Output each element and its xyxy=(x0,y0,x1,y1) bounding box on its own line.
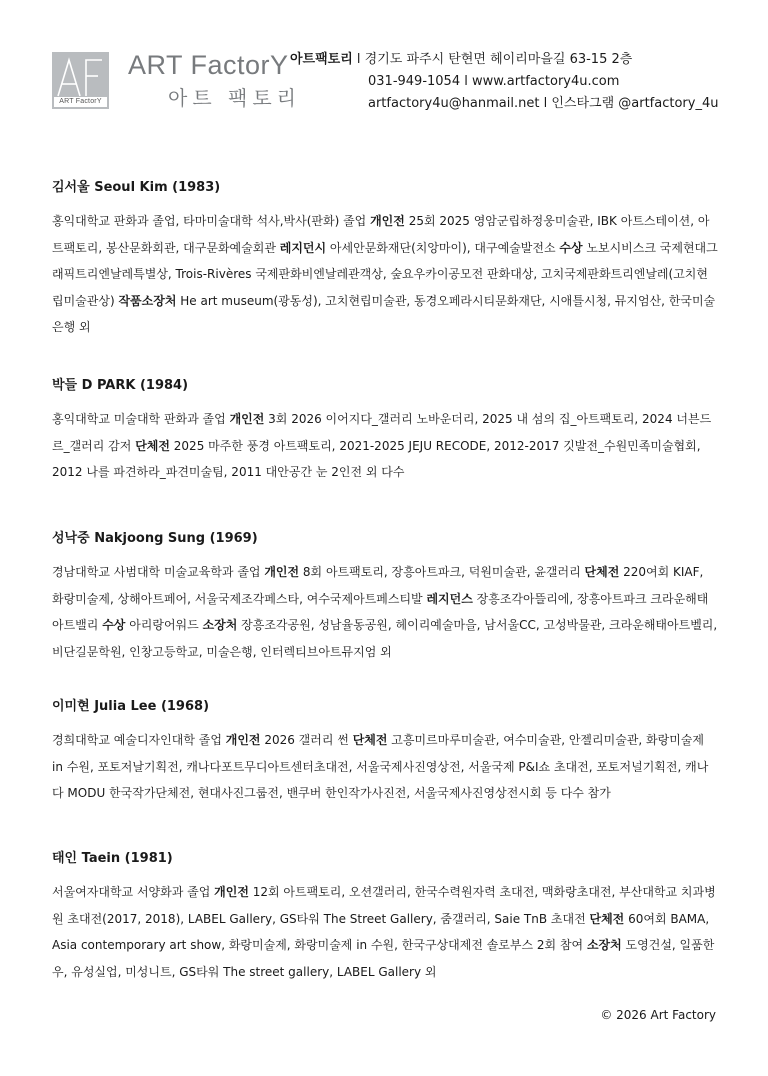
bio-text: 아세안문화재단(치앙마이), 대구예술발전소 xyxy=(326,240,560,255)
bio-text: 220여회 KIAF, 화랑미술제, 상해아트페어, 서울국제조각페스타, 여수국제아트페스티발 xyxy=(52,565,704,606)
bio-text: 25회 2025 영암군립하정웅미술관, IBK 아트스테이션, 아트팩토리, 봉산문화회관, 대구문화예술회관 xyxy=(52,214,710,255)
contact-brand-name: 아트팩토리 xyxy=(290,52,353,67)
bio-keyword: 개인전 xyxy=(214,885,249,899)
contact-address: l 경기도 파주시 탄현면 헤이리마을길 63-15 2층 xyxy=(352,52,633,67)
bio-text: 장흥조각공원, 성남율동공원, 헤이리예술마을, 남서울CC, 고성박물관, 크라운해태아트벨리, 비단길문학원, 인창고등학교, 미술은행, 인터렉티브아트뮤지엄 외 xyxy=(52,618,718,659)
artist-entry xyxy=(52,376,718,486)
bio-text: 도영건설, 일품한우, 유성실업, 미성니트, GS타워 The street gallery, LABEL Gallery 외 xyxy=(52,938,715,979)
artist-entry xyxy=(52,529,718,665)
brand-name-english: ART FactorY xyxy=(128,50,289,80)
artist-bio xyxy=(52,879,718,985)
bio-text: 홍익대학교 판화과 졸업, 타마미술대학 석사,박사(판화) 졸업 xyxy=(52,214,371,228)
artist-name: 태인 Taein (1981) xyxy=(52,851,173,866)
artist-entry xyxy=(52,697,718,807)
bio-text: 고흥미르마루미술관, 여수미술관, 안젤리미술관, 화랑미술제 in 수원, 포토저날기획전, 캐나다포트무디아트센터초대전, 서울국제사진영상전, 서울국제 P&I쇼 초대전, 포토저널기획전, 캐나다 MODU 한국작가단체전, 현대사진그룹전, 밴쿠버 한인작가사진전, 서울국제사진영상전시회 등 다수 참가 xyxy=(52,733,709,800)
bio-keyword: 레지던시 xyxy=(279,240,327,255)
artist-list xyxy=(52,178,718,979)
bio-text: 노보시비스크 국제현대그래픽트리엔날레특별상, Trois-Rivères 국제판화비엔날레관객상, 숲요우카이공모전 판화대상, 고치국제판화트리엔날레(고치현립미술관상) xyxy=(52,240,718,308)
brand-name-korean: 아트 팩토리 xyxy=(168,86,301,110)
artist-bio xyxy=(52,727,718,807)
bio-keyword: 레지던스 xyxy=(426,591,473,606)
bio-keyword: 단체전 xyxy=(589,911,625,926)
bio-text: 8회 아트팩토리, 장흥아트파크, 덕원미술관, 윤갤러리 xyxy=(299,565,585,579)
bio-text: 경희대학교 예술디자인대학 졸업 xyxy=(52,733,226,747)
artist-name: 김서울 Seoul Kim (1983) xyxy=(52,180,221,195)
artist-bio xyxy=(52,559,718,665)
bio-text: He art museum(광동성), 고치현립미술관, 동경오페라시티문화재단, 시애틀시청, 뮤지엄산, 한국미술은행 외 xyxy=(52,293,716,334)
bio-keyword: 소장처 xyxy=(202,618,238,632)
bio-keyword: 단체전 xyxy=(584,565,620,579)
bio-keyword: 단체전 xyxy=(135,438,170,453)
contact-info xyxy=(290,49,718,115)
artist-name: 성낙중 Nakjoong Sung (1969) xyxy=(52,531,258,546)
contact-address-line xyxy=(290,49,718,71)
bio-text: 2025 마주한 풍경 아트팩토리, 2021-2025 JEJU RECODE, 2012-2017 깃발전_수원민족미술협회, 2012 나를 파견하라_파견미술팀, 2011 대안공간 눈 2인전 외 다수 xyxy=(52,438,701,479)
contact-phone-web: 031-949-1054 l www.artfactory4u.com xyxy=(368,74,620,89)
bio-text: 12회 아트팩토리, 오션갤러리, 한국수력원자력 초대전, 맥화랑초대전, 부산대학교 치과병원 초대전(2017, 2018), LABEL Gallery, GS타워 The Street Gallery, 줌갤러리, Saie TnB 초대전 xyxy=(52,885,716,926)
bio-text: 경남대학교 사범대학 미술교육학과 졸업 xyxy=(52,565,265,579)
bio-text: 아리랑어워드 xyxy=(125,618,203,632)
bio-keyword: 개인전 xyxy=(229,412,265,426)
art-factory-logo xyxy=(52,52,109,109)
bio-keyword: 단체전 xyxy=(352,733,388,747)
bio-keyword: 수상 xyxy=(102,618,126,632)
artist-name: 이미현 Julia Lee (1968) xyxy=(52,699,210,714)
bio-keyword: 개인전 xyxy=(264,565,300,579)
bio-text: 2026 갤러리 썬 xyxy=(260,733,353,747)
artist-entry xyxy=(52,178,718,341)
copyright-footer: © 2026 Art Factory xyxy=(600,1008,716,1022)
bio-text: 3회 2026 이어지다_갤러리 노바운더리, 2025 내 섬의 집_아트팩토리, 2024 너븐드르_갤러리 감저 xyxy=(52,412,712,453)
artist-bio xyxy=(52,208,718,341)
contact-email-instagram: artfactory4u@hanmail.net l 인스타그램 @artfactory_4u xyxy=(368,96,719,111)
bio-keyword: 소장처 xyxy=(586,938,622,952)
bio-keyword: 수상 xyxy=(559,240,583,255)
artist-bio xyxy=(52,406,718,486)
bio-keyword: 개인전 xyxy=(370,214,405,228)
bio-keyword: 작품소장처 xyxy=(118,293,177,308)
bio-text: 홍익대학교 미술대학 판화과 졸업 xyxy=(52,412,230,426)
logo-small-text: ART FactorY xyxy=(54,97,107,107)
artist-name: 박들 D PARK (1984) xyxy=(52,378,189,393)
bio-keyword: 개인전 xyxy=(225,733,261,747)
bio-text: 서울여자대학교 서양화과 졸업 xyxy=(52,885,215,899)
bio-text: 60여회 BAMA, Asia contemporary art show, 화랑미술제, 화랑미술제 in 수원, 한국구상대제전 솔로부스 2회 참여 xyxy=(52,911,710,952)
bio-text: 장흥조각아뜰리에, 장흥아트파크 크라운해태아트밸리 xyxy=(52,591,709,632)
page-header xyxy=(52,44,732,116)
artist-entry xyxy=(52,849,718,985)
